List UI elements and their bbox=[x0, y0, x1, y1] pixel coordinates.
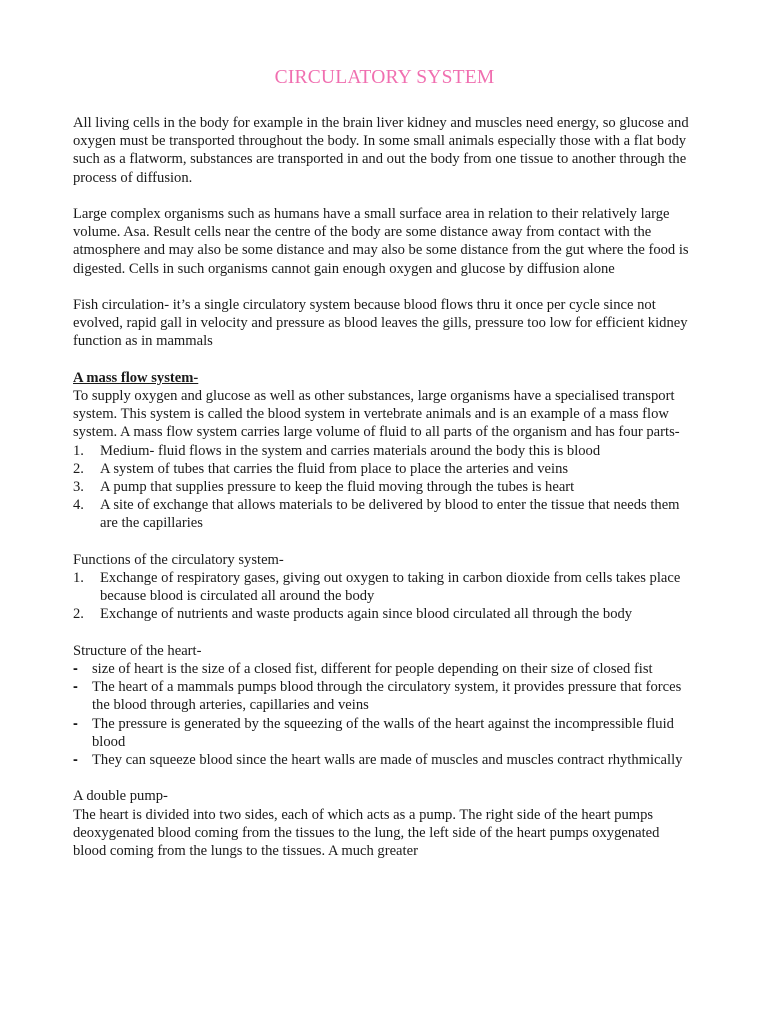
list-item-text: size of heart is the size of a closed fist, different for people depending on their size of closed fist bbox=[92, 661, 653, 678]
list-item bbox=[73, 678, 696, 714]
dash-bullet: - bbox=[73, 752, 78, 769]
list-number: 1. bbox=[73, 570, 84, 587]
intro-paragraph: All living cells in the body for example in the brain liver kidney and muscles need energy, so glucose and oxygen must be transported throughout the body. In some small animals especially those with a flat body such as a flatworm, substances are transported in and out the body from one tissue to another through the process of diffusion. bbox=[73, 115, 689, 186]
structure-list bbox=[73, 660, 696, 769]
structure-heading: Structure of the heart- bbox=[73, 642, 202, 659]
list-item-text: A system of tubes that carries the fluid from place to place the arteries and veins bbox=[100, 460, 569, 477]
double-pump-body: The heart is divided into two sides, each of which acts as a pump. The right side of the heart pumps deoxygenated blood coming from the tissues to the lung, the left side of the heart pumps oxygenated blood coming from the lungs to the tissues. A much greater bbox=[73, 806, 660, 860]
double-pump-heading: A double pump- bbox=[73, 788, 168, 805]
list-item-text: Exchange of respiratory gases, giving out oxygen to taking in carbon dioxide from cells takes place because blood is circulated all around the body bbox=[100, 570, 681, 605]
mass-flow-list bbox=[73, 442, 696, 533]
mass-flow-body: To supply oxygen and glucose as well as other substances, large organisms have a specialised transport system. This system is called the blood system in vertebrate animals and is an example of a mass flow system. A mass flow system carries large volume of fluid to all parts of the organism and has four parts- bbox=[73, 388, 680, 441]
fish-circulation-paragraph: Fish circulation- it’s a single circulatory system because blood flows thru it once per cycle since not evolved, rapid gall in velocity and pressure as blood leaves the gills, pressure too low for efficient kidney function as in mammals bbox=[73, 297, 688, 350]
functions-section bbox=[73, 551, 696, 624]
list-item bbox=[73, 496, 696, 532]
list-item bbox=[73, 460, 696, 478]
list-item-text: Exchange of nutrients and waste products again since blood circulated all through the body bbox=[100, 606, 633, 623]
list-number: 2. bbox=[73, 606, 84, 623]
double-pump-section bbox=[73, 787, 696, 860]
list-item bbox=[73, 569, 696, 605]
mass-flow-heading: A mass flow system- bbox=[73, 369, 199, 386]
list-item bbox=[73, 715, 696, 751]
list-number: 4. bbox=[73, 497, 84, 514]
list-number: 2. bbox=[73, 460, 84, 477]
dash-bullet: - bbox=[73, 715, 78, 732]
functions-heading: Functions of the circulatory system- bbox=[73, 551, 284, 568]
list-item-text: Medium- fluid flows in the system and carries materials around the body this is blood bbox=[100, 442, 601, 459]
list-item bbox=[73, 751, 696, 769]
list-item-text: The pressure is generated by the squeezing of the walls of the heart against the incompressible fluid blood bbox=[92, 715, 674, 750]
dash-bullet: - bbox=[73, 679, 78, 696]
dash-bullet: - bbox=[73, 661, 78, 678]
list-number: 3. bbox=[73, 479, 84, 496]
list-item-text: A pump that supplies pressure to keep the fluid moving through the tubes is heart bbox=[100, 479, 575, 496]
list-item-text: The heart of a mammals pumps blood through the circulatory system, it provides pressure that forces the blood through arteries, capillaries and veins bbox=[92, 679, 682, 714]
list-item bbox=[73, 605, 696, 623]
functions-list bbox=[73, 569, 696, 624]
mass-flow-section bbox=[73, 369, 696, 533]
list-item-text: They can squeeze blood since the heart walls are made of muscles and muscles contract rhythmically bbox=[92, 752, 683, 769]
list-item bbox=[73, 478, 696, 496]
list-item bbox=[73, 442, 696, 460]
large-organisms-paragraph: Large complex organisms such as humans have a small surface area in relation to their relatively large volume. Asa. Result cells near the centre of the body are some distance away from contact with the atmosphere and may also be some distance and may also be some distance from the gut where the food is digested. Cells in such organisms cannot gain enough oxygen and glucose by diffusion alone bbox=[73, 206, 689, 277]
structure-section bbox=[73, 642, 696, 769]
list-item bbox=[73, 660, 696, 678]
list-number: 1. bbox=[73, 442, 84, 459]
list-item-text: A site of exchange that allows materials to be delivered by blood to enter the tissue that needs them are the capillaries bbox=[100, 497, 680, 532]
page-title: CIRCULATORY SYSTEM bbox=[274, 67, 495, 88]
